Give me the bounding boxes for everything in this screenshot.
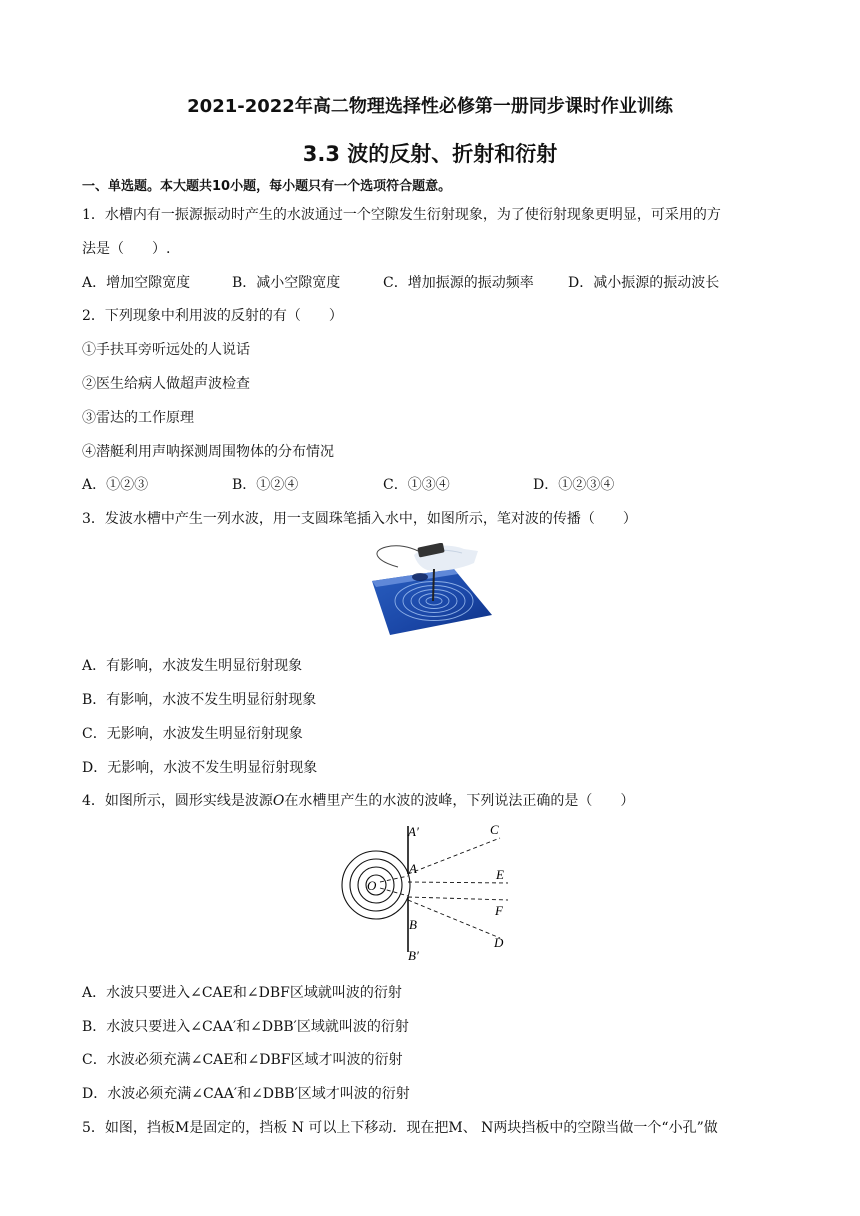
q1-option-c: C．增加振源的振动频率 xyxy=(383,275,534,291)
q2-item-2: ②医生给病人做超声波检查 xyxy=(82,376,250,392)
diagram-label-f: F xyxy=(495,903,503,918)
q4-option-c: C．水波必须充满∠CAE和∠DBF区域才叫波的衍射 xyxy=(82,1052,403,1068)
diagram-label-a-prime: A′ xyxy=(408,824,419,839)
diagram-label-e: E xyxy=(496,867,504,882)
q4-stem xyxy=(82,790,634,810)
q2-option-b: B．①②④ xyxy=(232,477,299,493)
q2-item-1: ①手扶耳旁听远处的人说话 xyxy=(82,342,250,358)
q1-option-d: D．减小振源的振动波长 xyxy=(568,275,720,291)
q1-option-a: A．增加空隙宽度 xyxy=(82,275,191,291)
q3-option-d: D．无影响，水波不发生明显衍射现象 xyxy=(82,760,318,776)
q1-stem-line1: 1．水槽内有一振源振动时产生的水波通过一个空隙发生衍射现象，为了使衍射现象更明显，可采用的方 xyxy=(82,207,721,223)
q5-stem: 5．如图，挡板M是固定的，挡板 N 可以上下移动．现在把M、 N两块挡板中的空隙当做一个“小孔”做 xyxy=(82,1120,718,1136)
q3-option-c: C．无影响，水波发生明显衍射现象 xyxy=(82,726,303,742)
q2-item-4: ④潜艇利用声呐探测周围物体的分布情况 xyxy=(82,444,334,460)
q4-option-a: A．水波只要进入∠CAE和∠DBF区域就叫波的衍射 xyxy=(82,985,402,1001)
diagram-label-d: D xyxy=(494,935,504,950)
q4-option-b: B．水波只要进入∠CAA′和∠DBB′区域就叫波的衍射 xyxy=(82,1019,409,1035)
q3-option-a: A．有影响，水波发生明显衍射现象 xyxy=(82,658,303,674)
q4-option-d: D．水波必须充满∠CAA′和∠DBB′区域才叫波的衍射 xyxy=(82,1086,410,1102)
lesson-title: 3.3 波的反射、折射和衍射 xyxy=(302,142,558,166)
q4-stem-pre: 4．如图所示，圆形实线是波源 xyxy=(82,793,273,809)
q2-item-3: ③雷达的工作原理 xyxy=(82,410,194,426)
q4-stem-var: O xyxy=(272,793,285,809)
q3-stem: 3．发波水槽中产生一列水波，用一支圆珠笔插入水中，如图所示，笔对波的传播（ ） xyxy=(82,511,637,527)
diagram-label-c: C xyxy=(490,822,499,837)
q3-option-b: B．有影响，水波不发生明显衍射现象 xyxy=(82,692,317,708)
diagram-label-b-prime: B′ xyxy=(408,948,419,963)
q1-option-b: B．减小空隙宽度 xyxy=(232,275,341,291)
q2-option-c: C．①③④ xyxy=(383,477,450,493)
q4-stem-post: 在水槽里产生的水波的波峰，下列说法正确的是（ ） xyxy=(284,793,635,809)
diagram-label-b: B xyxy=(409,917,417,932)
ripple-tank-image xyxy=(368,543,494,637)
q2-stem: 2．下列现象中利用波的反射的有（ ） xyxy=(82,308,343,324)
q2-option-d: D．①②③④ xyxy=(533,477,615,493)
section-heading: 一、单选题。本大题共10小题，每小题只有一个选项符合题意。 xyxy=(82,179,452,194)
wave-diffraction-diagram xyxy=(338,820,520,966)
q2-option-a: A．①②③ xyxy=(82,477,149,493)
document-title: 2021-2022年高二物理选择性必修第一册同步课时作业训练 xyxy=(187,96,673,117)
diagram-label-o: O xyxy=(367,878,377,893)
q1-stem-line2: 法是（ ）. xyxy=(82,241,171,257)
diagram-label-a: A xyxy=(409,861,417,876)
